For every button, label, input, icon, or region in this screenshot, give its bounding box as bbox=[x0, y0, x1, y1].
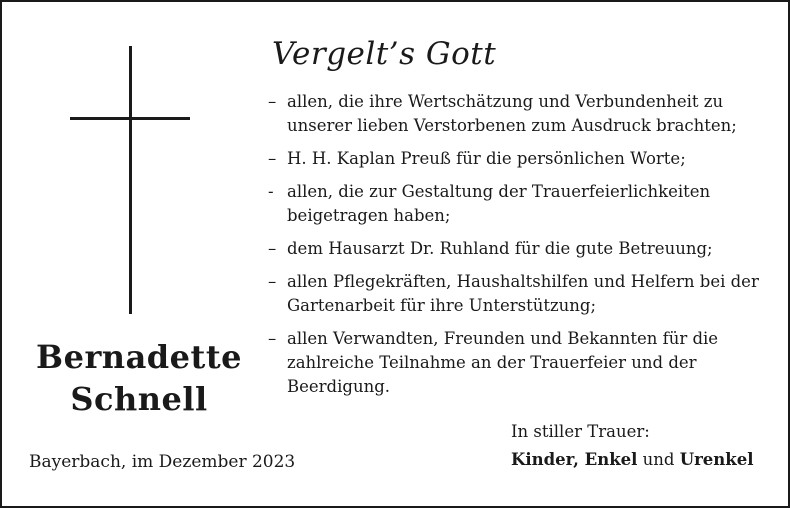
thanks-item bbox=[268, 327, 768, 399]
thanks-item-dash: - bbox=[268, 182, 274, 201]
deceased-last-name: Schnell bbox=[70, 380, 208, 418]
signers-part1: Kinder, Enkel bbox=[511, 450, 638, 469]
thanks-item-text: allen Verwandten, Freunden und Bekannten für die zahlreiche Teilnahme an der Trauerfeier und der Beerdigung. bbox=[287, 329, 719, 396]
thanks-item-dash: – bbox=[268, 92, 277, 111]
place-date: Bayerbach, im Dezember 2023 bbox=[29, 452, 296, 472]
thanks-item bbox=[268, 237, 768, 261]
thanks-list bbox=[268, 90, 768, 408]
thanks-heading: Vergelt’s Gott bbox=[272, 36, 497, 72]
thanks-item-dash: – bbox=[268, 149, 277, 168]
thanks-item-dash: – bbox=[268, 272, 277, 291]
deceased-first-name: Bernadette bbox=[36, 338, 242, 376]
thanks-item-text: H. H. Kaplan Preuß für die persönlichen Worte; bbox=[287, 149, 686, 168]
thanks-item bbox=[268, 270, 768, 318]
thanks-item-text: dem Hausarzt Dr. Ruhland für die gute Betreuung; bbox=[287, 239, 713, 258]
signers-connector: und bbox=[637, 450, 680, 469]
thanks-item bbox=[268, 147, 768, 171]
deceased-name bbox=[24, 336, 254, 420]
thanks-item bbox=[268, 90, 768, 138]
signers-part2: Urenkel bbox=[679, 450, 754, 469]
signers bbox=[511, 450, 754, 469]
thanks-item-dash: – bbox=[268, 239, 277, 258]
mourning-label: In stiller Trauer: bbox=[511, 422, 650, 441]
cross-horizontal-bar bbox=[70, 117, 190, 120]
cross-vertical-bar bbox=[129, 46, 132, 314]
thanks-item bbox=[268, 180, 768, 228]
thanks-item-text: allen, die zur Gestaltung der Trauerfeierlichkeiten beigetragen haben; bbox=[287, 182, 711, 225]
thanks-item-text: allen, die ihre Wertschätzung und Verbundenheit zu unserer lieben Verstorbenen zum Ausdruck brachten; bbox=[287, 92, 737, 135]
thanks-item-dash: – bbox=[268, 329, 277, 348]
thanks-item-text: allen Pflegekräften, Haushaltshilfen und Helfern bei der Gartenarbeit für ihre Unterstützung; bbox=[287, 272, 759, 315]
